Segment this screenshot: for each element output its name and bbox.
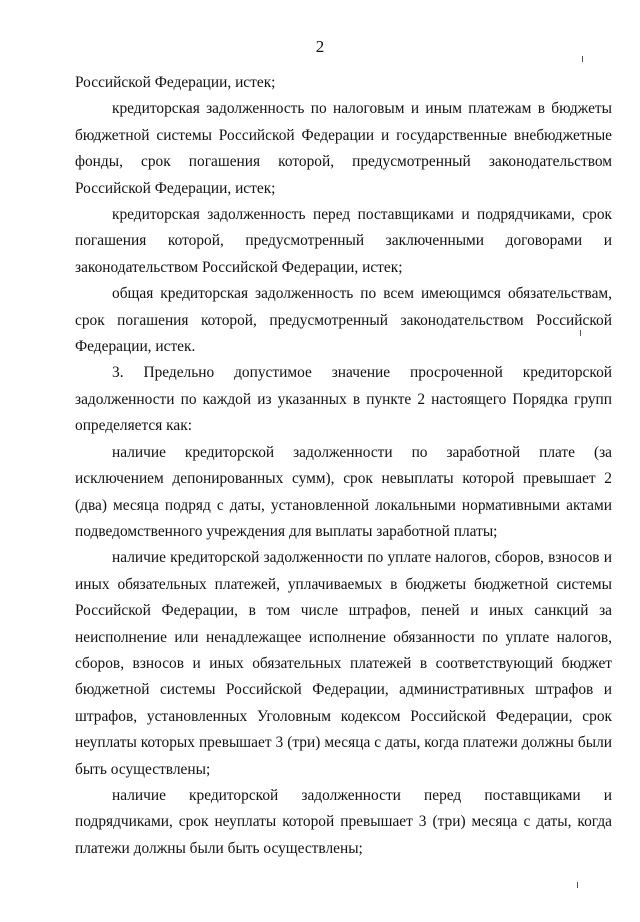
scan-mark <box>577 882 578 888</box>
document-body <box>75 70 612 862</box>
paragraph-section-3: 3. Предельно допустимое значение просроченной кредиторской задолженности по каждой из указанных в пункте 2 настоящего Порядка групп определяется как: <box>75 364 612 435</box>
paragraph-total-debt: общая кредиторская задолженность по всем имеющимся обязательствам, срок погашения которой, предусмотренный законодательством Российской Федерации, истек. <box>75 285 612 356</box>
scan-mark <box>582 56 583 62</box>
scan-mark <box>580 330 581 336</box>
paragraph-continuation: Российской Федерации, истек; <box>75 74 276 91</box>
paragraph-salary-debt: наличие кредиторской задолженности по заработной плате (за исключением депонированных сумм), срок невыплаты которой превышает 2 (два) месяца подряд с даты, установленной локальными нормативными актами подведомственного учреждения для выплаты заработной платы; <box>75 443 612 540</box>
paragraph-supplier-payments-debt: наличие кредиторской задолженности перед поставщиками и подрядчиками, срок неуплаты которой превышает 3 (три) месяца с даты, когда платежи должны были быть осуществлены; <box>75 786 612 857</box>
paragraph-supplier-debt: кредиторская задолженность перед поставщиками и подрядчиками, срок погашения которой, предусмотренный заключенными договорами и законодательством Российской Федерации, истек; <box>75 206 612 276</box>
paragraph-tax-payments-debt: наличие кредиторской задолженности по уплате налогов, сборов, взносов и иных обязательных платежей, уплачиваемых в бюджеты бюджетной системы Российской Федерации, в том числе штрафов, пеней и иных санкций за неисполнение или ненадлежащее исполнение обязанности по уплате налогов, сборов, взносов и иных обязательных платежей в соответствующий бюджет бюджетной системы Российской Федерации, административных штрафов и штрафов, установленных Уголовным кодексом Российской Федерации, срок неуплаты которых превышает 3 (три) месяца с даты, когда платежи должны были быть осуществлены; <box>75 549 612 778</box>
page-number: 2 <box>315 37 325 56</box>
paragraph-tax-debt: кредиторская задолженность по налоговым и иным платежам в бюджеты бюджетной системы Российской Федерации и государственные внебюджетные фонды, срок погашения которой, предусмотренный законодательством Российской Федерации, истек; <box>75 100 612 197</box>
